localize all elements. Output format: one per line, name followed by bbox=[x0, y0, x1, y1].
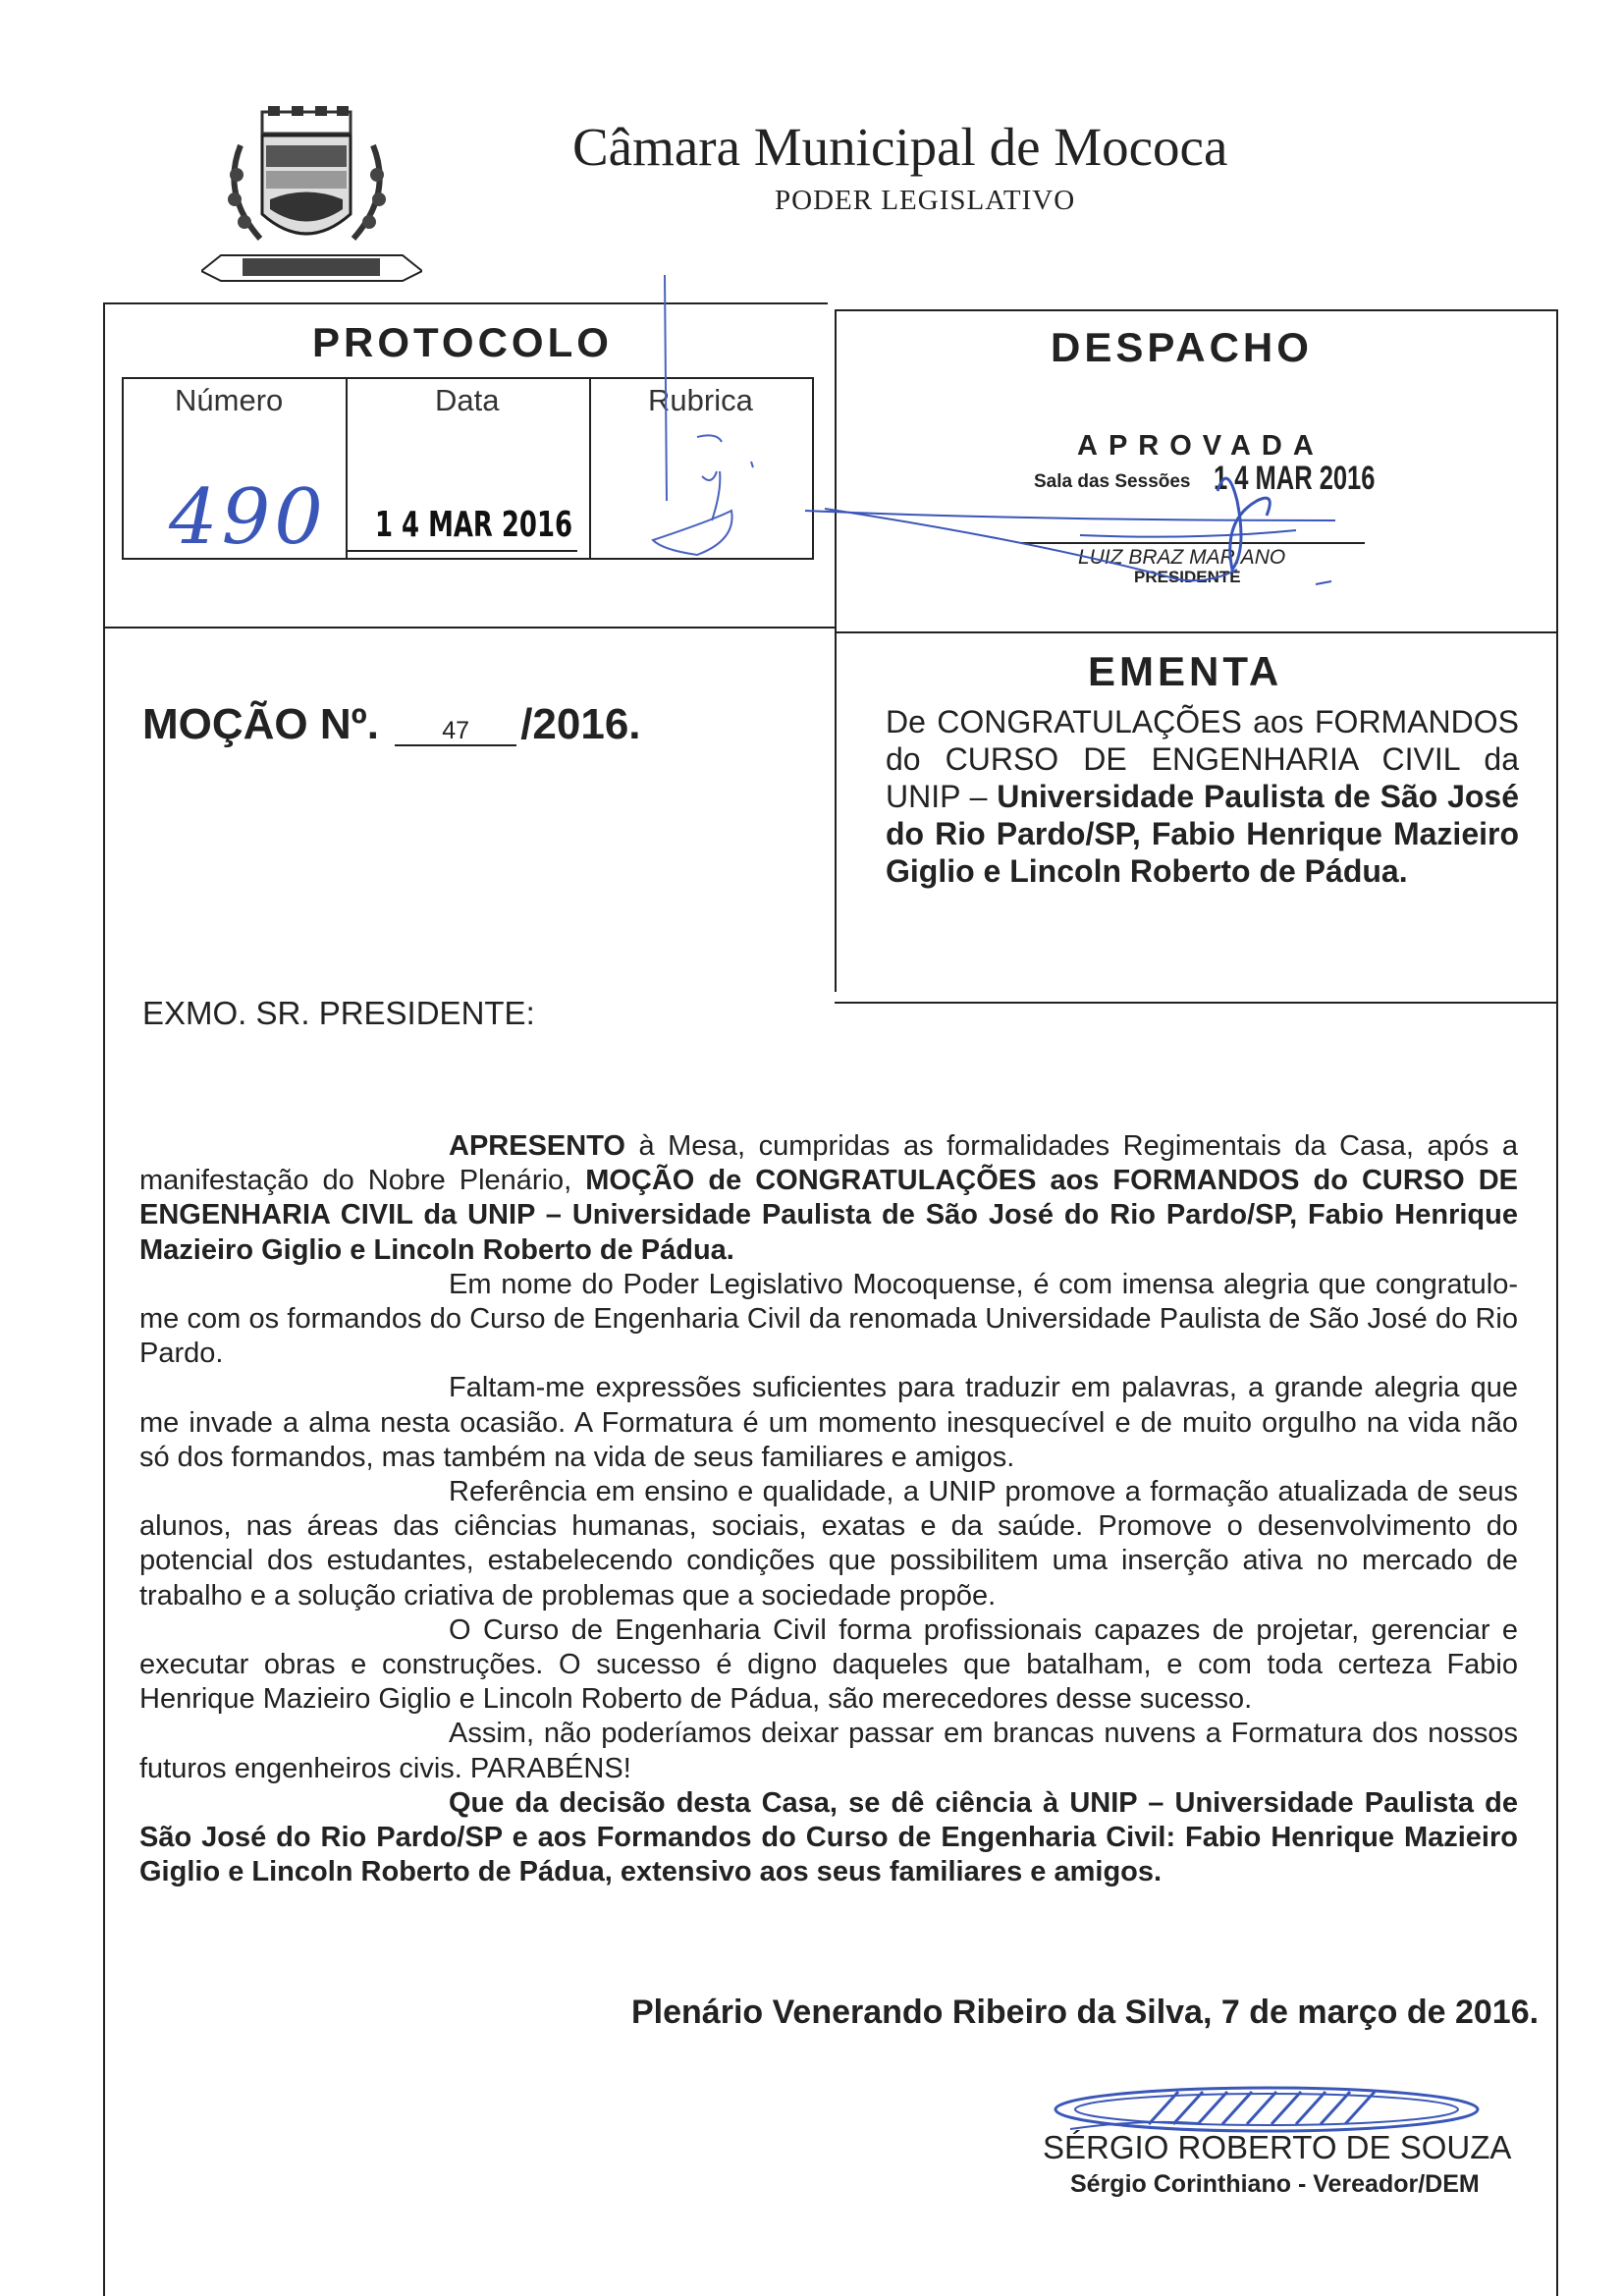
body-paragraph-6: Assim, não poderíamos deixar passar em brancas nuvens a Formatura dos nossos futuros engenheiros civis. PARABÉNS! bbox=[139, 1718, 1518, 1784]
protocolo-col-divider-2 bbox=[589, 377, 591, 560]
municipal-crest bbox=[201, 106, 422, 283]
mocao-number-heading bbox=[142, 700, 641, 749]
mocao-prefix: MOÇÃO Nº. bbox=[142, 700, 379, 748]
ementa-text-bold: Universidade Paulista de São José do Rio Pardo/SP, Fabio Henrique Mazieiro Giglio e Lincoln Roberto de Pádua. bbox=[886, 779, 1520, 889]
body-p7-bold: Que da decisão desta Casa, se dê ciência à UNIP – Universidade Paulista de São José do Rio Pardo/SP e aos Formandos do Curso de Engenharia Civil: Fabio Henrique Mazieiro Giglio e Lincoln Roberto de Pádua, extensivo aos seus familiares e amigos. bbox=[139, 1786, 1518, 1888]
closing-place-date: Plenário Venerando Ribeiro da Silva, 7 de março de 2016. bbox=[631, 1994, 1540, 2031]
body-paragraph-1 bbox=[139, 1129, 1518, 1268]
institution-title: Câmara Municipal de Mococa bbox=[572, 117, 1228, 177]
document-body bbox=[139, 1129, 1518, 1889]
protocolo-title: PROTOCOLO bbox=[312, 319, 613, 365]
body-p1-bold-start: APRESENTO bbox=[449, 1130, 625, 1162]
protocolo-col-divider-1 bbox=[346, 377, 348, 560]
mocao-number: 47 bbox=[395, 717, 516, 746]
body-paragraph-2: Em nome do Poder Legislativo Mocoquense, é com imensa alegria que congratulo-me com os formandos do Curso de Engenharia Civil da renomada Universidade Paulista de São José do Rio Pardo. bbox=[139, 1268, 1518, 1370]
ementa-title: EMENTA bbox=[1088, 648, 1283, 694]
salutation: EXMO. SR. PRESIDENTE: bbox=[142, 995, 535, 1031]
protocolo-numero-handwritten: 490 bbox=[169, 473, 327, 562]
body-p1-text: à Mesa, cumpridas as formalidades Regimentais da Casa, após a manifestação do Nobre Plenário, bbox=[139, 1130, 1518, 1197]
rubrica-signature-icon bbox=[643, 275, 790, 570]
mocao-suffix: /2016. bbox=[520, 700, 641, 748]
approval-stamp-name: LUIZ BRAZ MARIANO bbox=[1078, 546, 1286, 569]
protocolo-date-underline bbox=[346, 550, 577, 552]
body-p1-bold: MOÇÃO de CONGRATULAÇÕES aos FORMANDOS do CURSO DE ENGENHARIA CIVIL da UNIP – Universidade Paulista de São José do Rio Pardo/SP, Fabio Henrique Mazieiro Giglio e Lincoln Roberto de Pádua. bbox=[139, 1165, 1518, 1266]
approval-stamp-role: PRESIDENTE bbox=[1134, 568, 1241, 586]
crest-icon bbox=[201, 106, 422, 283]
approval-stamp-date: 1 4 MAR 2016 bbox=[1214, 460, 1376, 497]
protocolo-col-numero: Número bbox=[175, 383, 284, 417]
councilor-name: SÉRGIO ROBERTO DE SOUZA bbox=[1043, 2129, 1512, 2165]
approval-stamp-sala: Sala das Sessões bbox=[1034, 471, 1191, 492]
protocolo-date-stamp: 1 4 MAR 2016 bbox=[375, 505, 573, 545]
frame-row-divider-left bbox=[103, 627, 835, 629]
frame-row-divider-right bbox=[835, 631, 1558, 633]
frame-right bbox=[1556, 309, 1558, 2296]
frame-top-right bbox=[835, 309, 1558, 311]
ementa-text bbox=[886, 703, 1519, 890]
protocolo-col-rubrica: Rubrica bbox=[648, 383, 753, 417]
protocolo-col-data: Data bbox=[435, 383, 500, 417]
body-paragraph-5: O Curso de Engenharia Civil forma profissionais capazes de projetar, gerenciar e executar obras e construções. O sucesso é digno daqueles que batalham, e com toda certeza Fabio Henrique Mazieiro Giglio e Lincoln Roberto de Pádua, são merecedores desse sucesso. bbox=[139, 1613, 1518, 1716]
approval-stamp-status: APROVADA bbox=[1077, 430, 1325, 462]
ementa-text-regular: De CONGRATULAÇÕES aos FORMANDOS do CURSO DE ENGENHARIA CIVIL da UNIP – bbox=[886, 704, 1519, 814]
despacho-title: DESPACHO bbox=[1051, 324, 1313, 370]
institution-subtitle: PODER LEGISLATIVO bbox=[775, 185, 1076, 216]
councilor-title: Sérgio Corinthiano - Vereador/DEM bbox=[1070, 2170, 1480, 2198]
president-signature-icon bbox=[785, 462, 1394, 619]
body-paragraph-3: Faltam-me expressões suficientes para traduzir em palavras, a grande alegria que me invade a alma nesta ocasião. A Formatura é um momento inesquecível e de muito orgulho na vida não só dos formandos, mas também na vida de seus familiares e amigos. bbox=[139, 1372, 1518, 1473]
frame-left bbox=[103, 302, 105, 2296]
body-paragraph-4: Referência em ensino e qualidade, a UNIP promove a formação atualizada de seus alunos, nas áreas das ciências humanas, sociais, exatas e da saúde. Promove o desenvolvimento do potencial dos estudantes, estabelecendo condições que possibilitem uma inserção ativa no mercado de trabalho e a solução criativa de problemas que a sociedade propõe. bbox=[139, 1476, 1518, 1612]
frame-divider-vertical bbox=[835, 309, 837, 992]
body-paragraph-7 bbox=[139, 1786, 1518, 1890]
frame-ementa-bottom bbox=[835, 1002, 1558, 1004]
